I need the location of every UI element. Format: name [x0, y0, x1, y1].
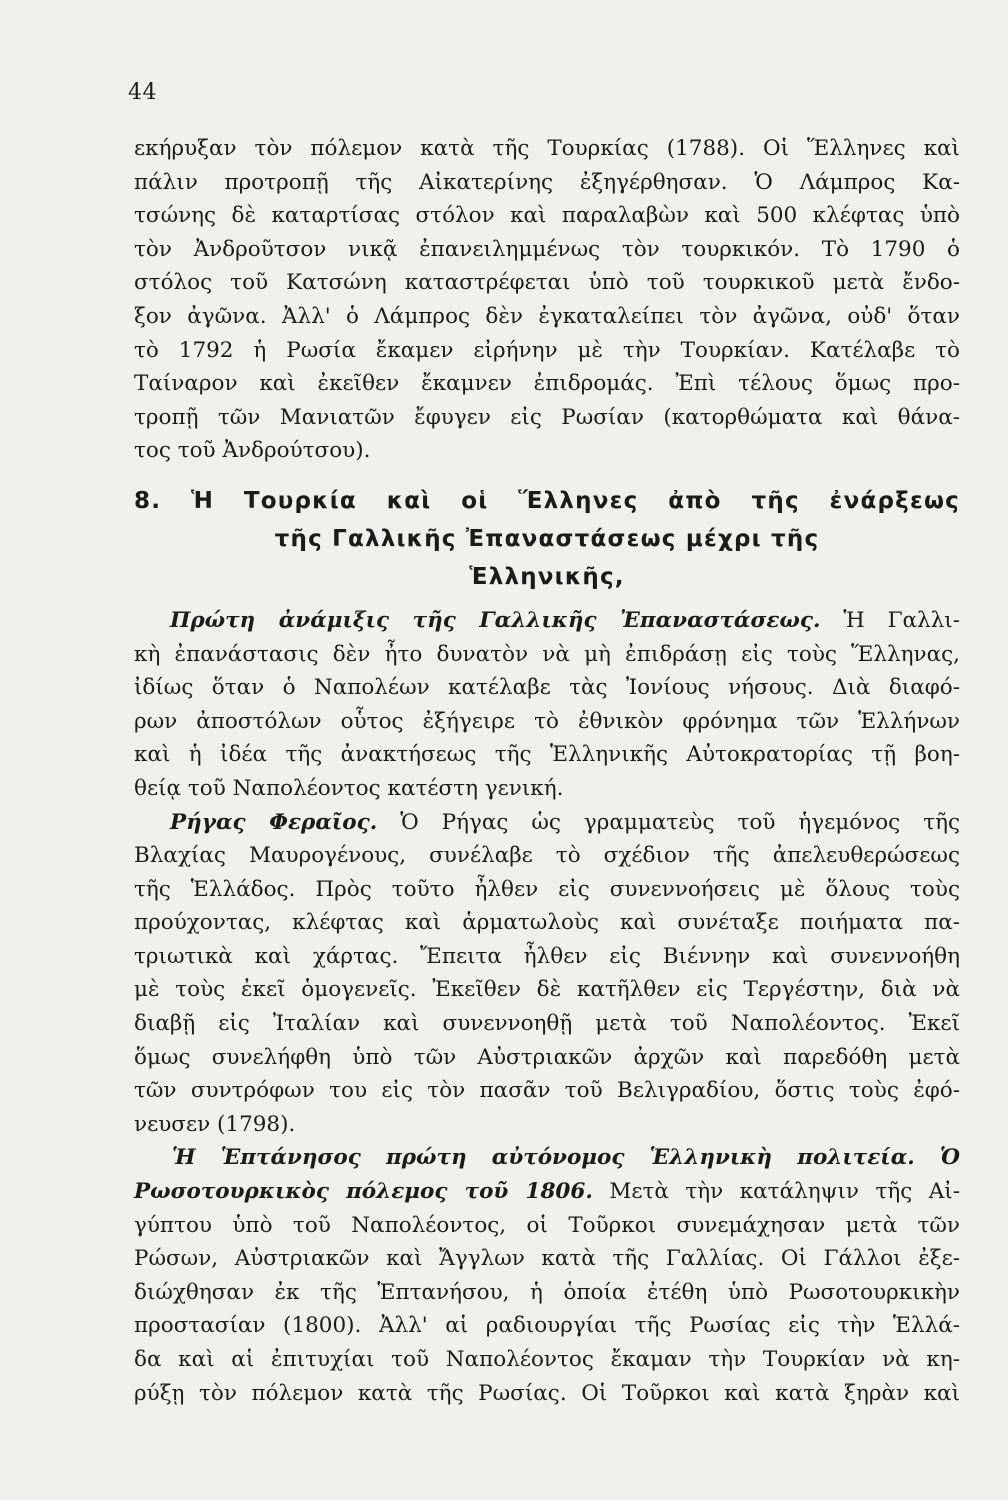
section-heading-line: 8. Ἡ Τουρκία καὶ οἱ Ἕλληνες ἀπὸ τῆς ἐνάρξεως: [134, 487, 960, 514]
section-heading-line: τῆς Γαλλικῆς Ἐπαναστάσεως μέχρι τῆς: [274, 525, 820, 552]
text-line: τριωτικὰ καὶ χάρτας. Ἔπειτα ἦλθεν εἰς Βιέννην καὶ συνεννοήθη: [134, 943, 960, 969]
paragraph-french-revolution: [134, 604, 960, 806]
text-line: εκήρυξαν τὸν πόλεμον κατὰ τῆς Τουρκίας (1788). Οἱ Ἕλληνες καὶ: [134, 136, 960, 161]
text-line: [134, 1175, 960, 1209]
text-line: τῆς Ἑλλάδος. Πρὸς τοῦτο ἦλθεν εἰς συνεννοήσεις μὲ ὅλους τοὺς: [134, 876, 960, 902]
subheading: Ρωσοτουρκικὸς πόλεμος τοῦ 1806.: [134, 1179, 593, 1205]
text-line: τῶν συντρόφων του εἰς τὸν πασᾶν τοῦ Βελιγραδίου, ὅστις τοὺς ἐφό-: [134, 1078, 960, 1104]
text-line: Ρώσων, Αὐστριακῶν καὶ Ἄγγλων κατὰ τῆς Γαλλίας. Οἱ Γάλλοι ἐξε-: [134, 1246, 960, 1272]
subheading: Ρήγας Φεραῖος.: [170, 809, 378, 835]
text-line: ἰδίως ὅταν ὁ Ναπολέων κατέλαβε τὰς Ἰονίους νήσους. Διὰ διαφό-: [134, 675, 960, 701]
text-line: γύπτου ὑπὸ τοῦ Ναπολέοντος, οἱ Τοῦρκοι συνεμάχησαν μετὰ τῶν: [134, 1212, 960, 1238]
text-line: τσώνης δὲ καταρτίσας στόλον καὶ παραλαβὼν καὶ 500 κλέφτας ὑπὸ: [134, 203, 960, 229]
text-line: πάλιν προτροπῇ τῆς Αἰκατερίνης ἐξηγέρθησαν. Ὁ Λάμπρος Κα-: [134, 169, 960, 195]
text-line: στόλος τοῦ Κατσώνη καταστρέφεται ὑπὸ τοῦ τουρκικοῦ μετὰ ἔνδο-: [134, 270, 960, 296]
text-line: διώχθησαν ἐκ τῆς Ἑπτανήσου, ἡ ὁποία ἐτέθη ὑπὸ Ρωσοτουρκικὴν: [134, 1279, 960, 1305]
subheading: Ἡ Ἑπτάνησος πρώτη αὐτόνομος Ἑλληνικὴ πολιτεία. Ὁ: [172, 1145, 960, 1171]
text-span: Μετὰ τὴν κατάληψιν τῆς Αἰ-: [609, 1179, 960, 1205]
section-heading-line: Ἑλληνικῆς,: [469, 563, 625, 590]
text-line: καὶ ἡ ἰδέα τῆς ἀνακτήσεως τῆς Ἑλληνικῆς Αὐτοκρατορίας τῇ βοη-: [134, 742, 960, 768]
text-line: ξον ἀγῶνα. Ἀλλ' ὁ Λάμπρος δὲν ἐγκαταλείπει τὸν ἀγῶνα, οὐδ' ὅταν: [134, 303, 960, 329]
paragraph-rigas: [134, 806, 960, 1142]
text-line: προστασίαν (1800). Ἀλλ' αἱ ραδιουργίαι τῆς Ρωσίας εἰς τὴν Ἑλλά-: [134, 1313, 960, 1339]
text-line: [134, 604, 960, 638]
text-line: Βλαχίας Μαυρογένους, συνέλαβε τὸ σχέδιον τῆς ἀπελευθερώσεως: [134, 843, 960, 869]
text-line: διαβῇ εἰς Ἰταλίαν καὶ συνεννοηθῇ μετὰ τοῦ Ναπολέοντος. Ἐκεῖ: [134, 1011, 960, 1037]
page-number: 44: [128, 80, 157, 105]
paragraph-heptanese: [134, 1141, 960, 1410]
text-line: ὅμως συνελήφθη ὑπὸ τῶν Αὐστριακῶν ἀρχῶν καὶ παρεδόθη μετὰ: [134, 1044, 960, 1070]
page-body: [134, 132, 960, 1410]
text-line: προύχοντας, κλέφτας καὶ ἁρματωλοὺς καὶ συνέταξε ποιήματα πα-: [134, 910, 960, 936]
subheading: Πρώτη ἀνάμιξις τῆς Γαλλικῆς Ἐπαναστάσεως.: [170, 607, 821, 633]
text-line: τὸ 1792 ἡ Ρωσία ἔκαμεν εἰρήνην μὲ τὴν Τουρκίαν. Κατέλαβε τὸ: [134, 337, 960, 363]
text-line: [134, 1141, 960, 1175]
text-line: θείᾳ τοῦ Ναπολέοντος κατέστη γενική.: [134, 775, 564, 801]
intro-paragraph: [134, 132, 960, 468]
text-line: νευσεν (1798).: [134, 1111, 296, 1137]
text-line: τος τοῦ Ἀνδρούτσου).: [134, 438, 371, 464]
text-line: τὸν Ἀνδροῦτσον νικᾷ ἐπανειλημμένως τὸν τουρκικόν. Τὸ 1790 ὁ: [134, 236, 960, 262]
section-heading: [134, 482, 960, 596]
text-line: δα καὶ αἱ ἐπιτυχίαι τοῦ Ναπολέοντος ἔκαμαν τὴν Τουρκίαν νὰ κη-: [134, 1347, 960, 1372]
text-line: μὲ τοὺς ἐκεῖ ὁμογενεῖς. Ἐκεῖθεν δὲ κατῆλθεν εἰς Τεργέστην, διὰ νὰ: [134, 977, 960, 1003]
text-line: κὴ ἐπανάστασις δὲν ἦτο δυνατὸν νὰ μὴ ἐπιδράσῃ εἰς τοὺς Ἕλληνας,: [134, 641, 960, 667]
text-line: Ταίναρον καὶ ἐκεῖθεν ἔκαμνεν ἐπιδρομάς. Ἐπὶ τέλους ὅμως προ-: [134, 371, 960, 397]
text-span: Ὁ Ρήγας ὡς γραμματεὺς τοῦ ἡγεμόνος τῆς: [400, 809, 961, 835]
text-line: τροπῇ τῶν Μανιατῶν ἔφυγεν εἰς Ρωσίαν (κατορθώματα καὶ θάνα-: [134, 404, 960, 430]
text-line: ρων ἀποστόλων οὗτος ἐξήγειρε τὸ ἐθνικὸν φρόνημα τῶν Ἑλλήνων: [134, 708, 960, 734]
text-line: [134, 806, 960, 840]
text-span: Ἡ Γαλλι-: [843, 607, 960, 633]
text-line: ρύξῃ τὸν πόλεμον κατὰ τῆς Ρωσίας. Οἱ Τοῦρκοι καὶ κατὰ ξηρὰν καὶ: [134, 1380, 960, 1406]
